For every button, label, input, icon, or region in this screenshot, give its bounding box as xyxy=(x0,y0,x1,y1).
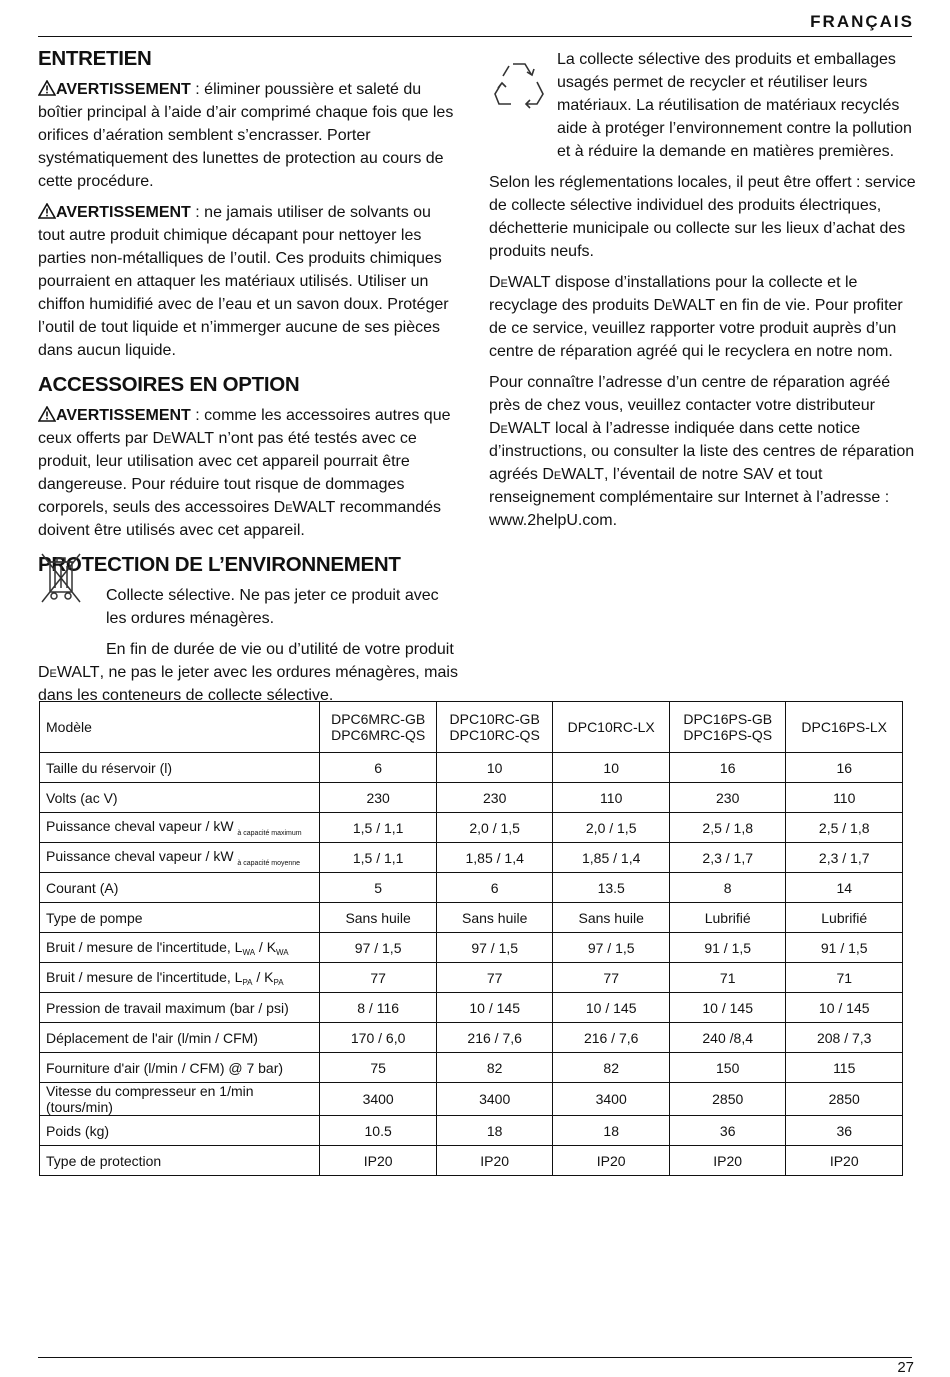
recycling-text-3 xyxy=(489,271,917,363)
table-row xyxy=(40,813,903,843)
environment-text-1: Collecte sélective. Ne pas jeter ce produit avec les ordures ménagères. xyxy=(106,587,439,627)
table-cell: 5 xyxy=(320,873,437,903)
table-cell: 230 xyxy=(436,783,553,813)
table-cell: 6 xyxy=(320,753,437,783)
table-cell: 2,5 / 1,8 xyxy=(786,813,903,843)
row-label-note: à capacité moyenne xyxy=(237,860,301,867)
warning-triangle-icon xyxy=(38,406,56,422)
table-cell: 8 / 116 xyxy=(320,993,437,1023)
accessories-text-a: : comme les accessoires autres que ceux offerts par xyxy=(38,407,451,447)
table-cell: 77 xyxy=(436,963,553,993)
table-cell: 2,0 / 1,5 xyxy=(553,813,670,843)
top-rule xyxy=(38,36,912,37)
table-row xyxy=(40,963,903,993)
table-cell: 16 xyxy=(669,753,786,783)
table-header-row xyxy=(40,702,903,753)
accessories-text-b: n’ont pas été testés avec ce produit, leur utilisation avec cet appareil pourrait être dangereuse. Pour réduire tout risque de dommages corporels, seuls des accessoires xyxy=(38,430,417,516)
row-label: Bruit / mesure de l'incertitude, $L_{PA} / K_{PA}$ xyxy=(40,963,320,993)
table-header-label: Modèle xyxy=(40,702,320,753)
table-cell: 77 xyxy=(553,963,670,993)
table-row xyxy=(40,1083,903,1116)
recycling-text-3a: dispose d’installations pour la collecte et le recyclage des produits xyxy=(489,274,858,314)
model-name: DPC10RC-GB xyxy=(449,711,540,727)
environment-text-2a: En fin de durée de vie ou d’utilité de votre produit xyxy=(106,641,454,658)
maintenance-text-2: : ne jamais utiliser de solvants ou tout autre produit chimique décapant pour nettoyer les parties non-métalliques de l’outil. Ces produits chimiques pourraient en attaquer les matériaux utilisés. Utiliser un chiffon humidifié avec de l’eau et un savon doux. Protéger l’outil de tout liquide et n’immerger aucune de ses pièces dans aucun liquide. xyxy=(38,204,449,359)
table-row xyxy=(40,783,903,813)
table-cell: 2,3 / 1,7 xyxy=(669,843,786,873)
recycling-text-4b: local à l’adresse indiquée dans cette notice d’instructions, ou consulter la liste des centres de réparation agréés xyxy=(489,420,915,483)
recycling-text-4a: Pour connaître l’adresse d’un centre de réparation agréé près de chez vous, veuillez contacter votre distributeur xyxy=(489,374,891,414)
table-cell: 82 xyxy=(436,1053,553,1083)
table-cell: 208 / 7,3 xyxy=(786,1023,903,1053)
table-cell: 10 / 145 xyxy=(436,993,553,1023)
table-cell: 82 xyxy=(553,1053,670,1083)
model-name: DPC16PS-LX xyxy=(801,719,888,735)
crossed-bin-icon xyxy=(38,548,84,606)
accessories-warning xyxy=(38,404,460,542)
row-label: Type de protection xyxy=(40,1146,320,1176)
environment-text-2b: , ne pas le jeter avec les ordures ménagères, mais dans les conteneurs de collecte sélective. xyxy=(38,664,458,704)
table-cell: Lubrifié xyxy=(786,903,903,933)
table-cell: 240 /8,4 xyxy=(669,1023,786,1053)
row-label: Courant (A) xyxy=(40,873,320,903)
model-header-cell xyxy=(320,702,437,753)
table-row xyxy=(40,993,903,1023)
table-cell: 2850 xyxy=(669,1083,786,1116)
warning-triangle-icon xyxy=(38,203,56,219)
row-label: Bruit / mesure de l'incertitude, $L_{WA} / K_{WA}$ xyxy=(40,933,320,963)
row-label: Type de pompe xyxy=(40,903,320,933)
brand-name: DeWALT xyxy=(152,430,214,447)
brand-name: DeWALT xyxy=(489,274,551,291)
table-cell: 110 xyxy=(786,783,903,813)
table-cell: 18 xyxy=(553,1116,670,1146)
table-cell: 230 xyxy=(320,783,437,813)
table-cell: 6 xyxy=(436,873,553,903)
table-cell: 10 xyxy=(553,753,670,783)
recycling-text-4c: , l’éventail de notre SAV et tout renseignement complémentaire sur Internet à l’adresse : www.2helpU.com. xyxy=(489,466,890,529)
table-cell: Sans huile xyxy=(553,903,670,933)
recycling-text-1: La collecte sélective des produits et emballages usagés permet de recycler et réutiliser leurs matériaux. La réutilisation de matériaux recyclés aide à protéger l’environnement contre la pollution et à réduire la demande en matières premières. xyxy=(557,51,912,160)
row-label: Vitesse du compresseur en 1/min (tours/min) xyxy=(40,1083,320,1116)
table-cell: 10.5 xyxy=(320,1116,437,1146)
maintenance-text-1: : éliminer poussière et saleté du boîtier principal à l’aide d’air comprimé chaque fois que les orifices d’aération semblent s’encrasser. Porter systématiquement des lunettes de protection au cours de cette procédure. xyxy=(38,81,454,190)
row-label: Puissance cheval vapeur / kW $_{à capacité maximum}$ xyxy=(40,813,320,843)
table-cell: 150 xyxy=(669,1053,786,1083)
recycling-text-2: Selon les réglementations locales, il peut être offert : service de collecte sélective individuel des produits électriques, déchetterie municipale ou collecte sur les lieux d’achat des produits neufs. xyxy=(489,174,916,260)
model-header-cell xyxy=(786,702,903,753)
table-cell: 1,5 / 1,1 xyxy=(320,843,437,873)
table-cell: 2,3 / 1,7 xyxy=(786,843,903,873)
table-cell: 230 xyxy=(669,783,786,813)
table-cell: 2,0 / 1,5 xyxy=(436,813,553,843)
environment-block xyxy=(38,584,460,707)
model-name: DPC10RC-QS xyxy=(449,727,540,743)
table-cell: 1,85 / 1,4 xyxy=(436,843,553,873)
table-cell: 1,85 / 1,4 xyxy=(553,843,670,873)
table-cell: 2850 xyxy=(786,1083,903,1116)
table-cell: IP20 xyxy=(553,1146,670,1176)
table-cell: 97 / 1,5 xyxy=(320,933,437,963)
table-cell: 2,5 / 1,8 xyxy=(669,813,786,843)
model-header-cell xyxy=(669,702,786,753)
row-label: Pression de travail maximum (bar / psi) xyxy=(40,993,320,1023)
table-cell: 3400 xyxy=(436,1083,553,1116)
model-header-cell xyxy=(436,702,553,753)
table-cell: IP20 xyxy=(320,1146,437,1176)
table-cell: 71 xyxy=(786,963,903,993)
model-name: DPC6MRC-GB xyxy=(331,711,426,727)
recycling-text-3b: en fin de vie. Pour profiter de ce service, veuillez rapporter votre produit auprès d’un centre de réparation agréé qui le recyclera en notre nom. xyxy=(489,297,903,360)
table-cell: 97 / 1,5 xyxy=(436,933,553,963)
table-cell: 77 xyxy=(320,963,437,993)
table-cell: 97 / 1,5 xyxy=(553,933,670,963)
table-cell: IP20 xyxy=(786,1146,903,1176)
environment-title: PROTECTION DE L’ENVIRONNEMENT xyxy=(38,553,401,576)
left-column xyxy=(38,44,460,715)
brand-name: DeWALT xyxy=(653,297,716,314)
table-row xyxy=(40,843,903,873)
table-cell: 36 xyxy=(669,1116,786,1146)
spec-table xyxy=(39,701,903,1176)
table-cell: 10 / 145 xyxy=(669,993,786,1023)
row-label: Taille du réservoir (l) xyxy=(40,753,320,783)
brand-name: DeWALT xyxy=(273,499,336,516)
table-cell: 14 xyxy=(786,873,903,903)
accessories-title: ACCESSOIRES EN OPTION xyxy=(38,373,300,396)
table-cell: Lubrifié xyxy=(669,903,786,933)
table-cell: 10 / 145 xyxy=(786,993,903,1023)
language-header: FRANÇAIS xyxy=(810,12,914,31)
table-cell: 216 / 7,6 xyxy=(553,1023,670,1053)
table-cell: 170 / 6,0 xyxy=(320,1023,437,1053)
table-cell: 13.5 xyxy=(553,873,670,903)
model-name: DPC16PS-QS xyxy=(683,727,773,743)
row-label: Puissance cheval vapeur / kW $_{à capacité moyenne}$ xyxy=(40,843,320,873)
table-cell: 115 xyxy=(786,1053,903,1083)
table-cell: 71 xyxy=(669,963,786,993)
subscript: PA xyxy=(242,977,253,987)
page-number: 27 xyxy=(897,1359,914,1376)
table-cell: 216 / 7,6 xyxy=(436,1023,553,1053)
table-cell: 110 xyxy=(553,783,670,813)
brand-name: DeWALT xyxy=(489,420,551,437)
table-cell: 91 / 1,5 xyxy=(786,933,903,963)
table-cell: 10 / 145 xyxy=(553,993,670,1023)
model-name: DPC10RC-LX xyxy=(567,719,655,735)
model-name: DPC6MRC-QS xyxy=(331,727,426,743)
table-cell: 91 / 1,5 xyxy=(669,933,786,963)
table-row xyxy=(40,1023,903,1053)
row-label: Volts (ac V) xyxy=(40,783,320,813)
table-cell: IP20 xyxy=(436,1146,553,1176)
row-label: Fourniture d'air (l/min / CFM) @ 7 bar) xyxy=(40,1053,320,1083)
maintenance-title: ENTRETIEN xyxy=(38,47,152,70)
right-column xyxy=(489,48,917,540)
table-cell: 18 xyxy=(436,1116,553,1146)
table-row xyxy=(40,1146,903,1176)
table-cell: 10 xyxy=(436,753,553,783)
row-label: Déplacement de l'air (l/min / CFM) xyxy=(40,1023,320,1053)
table-cell: 3400 xyxy=(320,1083,437,1116)
subscript: WA xyxy=(242,947,256,957)
table-cell: 3400 xyxy=(553,1083,670,1116)
row-label: Poids (kg) xyxy=(40,1116,320,1146)
warning-label: AVERTISSEMENT xyxy=(56,407,191,424)
row-label-note: à capacité maximum xyxy=(237,830,302,837)
table-row xyxy=(40,753,903,783)
bottom-rule xyxy=(38,1357,912,1358)
brand-name: DeWALT xyxy=(38,664,100,681)
warning-triangle-icon xyxy=(38,80,56,96)
recycling-text-4 xyxy=(489,371,917,532)
table-cell: 36 xyxy=(786,1116,903,1146)
table-cell: 75 xyxy=(320,1053,437,1083)
environment-text-2 xyxy=(38,638,460,707)
table-cell: Sans huile xyxy=(436,903,553,933)
model-name: DPC16PS-GB xyxy=(683,711,773,727)
brand-name: DeWALT xyxy=(542,466,604,483)
accessories-text-c: recommandés doivent être utilisés avec cet appareil. xyxy=(38,499,442,539)
subscript: PA xyxy=(273,977,284,987)
model-header-cell xyxy=(553,702,670,753)
table-cell: Sans huile xyxy=(320,903,437,933)
table-row xyxy=(40,903,903,933)
warning-label: AVERTISSEMENT xyxy=(56,81,191,98)
table-cell: 1,5 / 1,1 xyxy=(320,813,437,843)
warning-label: AVERTISSEMENT xyxy=(56,204,191,221)
table-cell: 8 xyxy=(669,873,786,903)
maintenance-warning-1 xyxy=(38,78,460,193)
maintenance-warning-2 xyxy=(38,201,460,362)
table-row xyxy=(40,873,903,903)
table-cell: IP20 xyxy=(669,1146,786,1176)
table-cell: 16 xyxy=(786,753,903,783)
table-row xyxy=(40,1053,903,1083)
subscript: WA xyxy=(276,947,289,957)
table-row xyxy=(40,1116,903,1146)
table-row xyxy=(40,933,903,963)
